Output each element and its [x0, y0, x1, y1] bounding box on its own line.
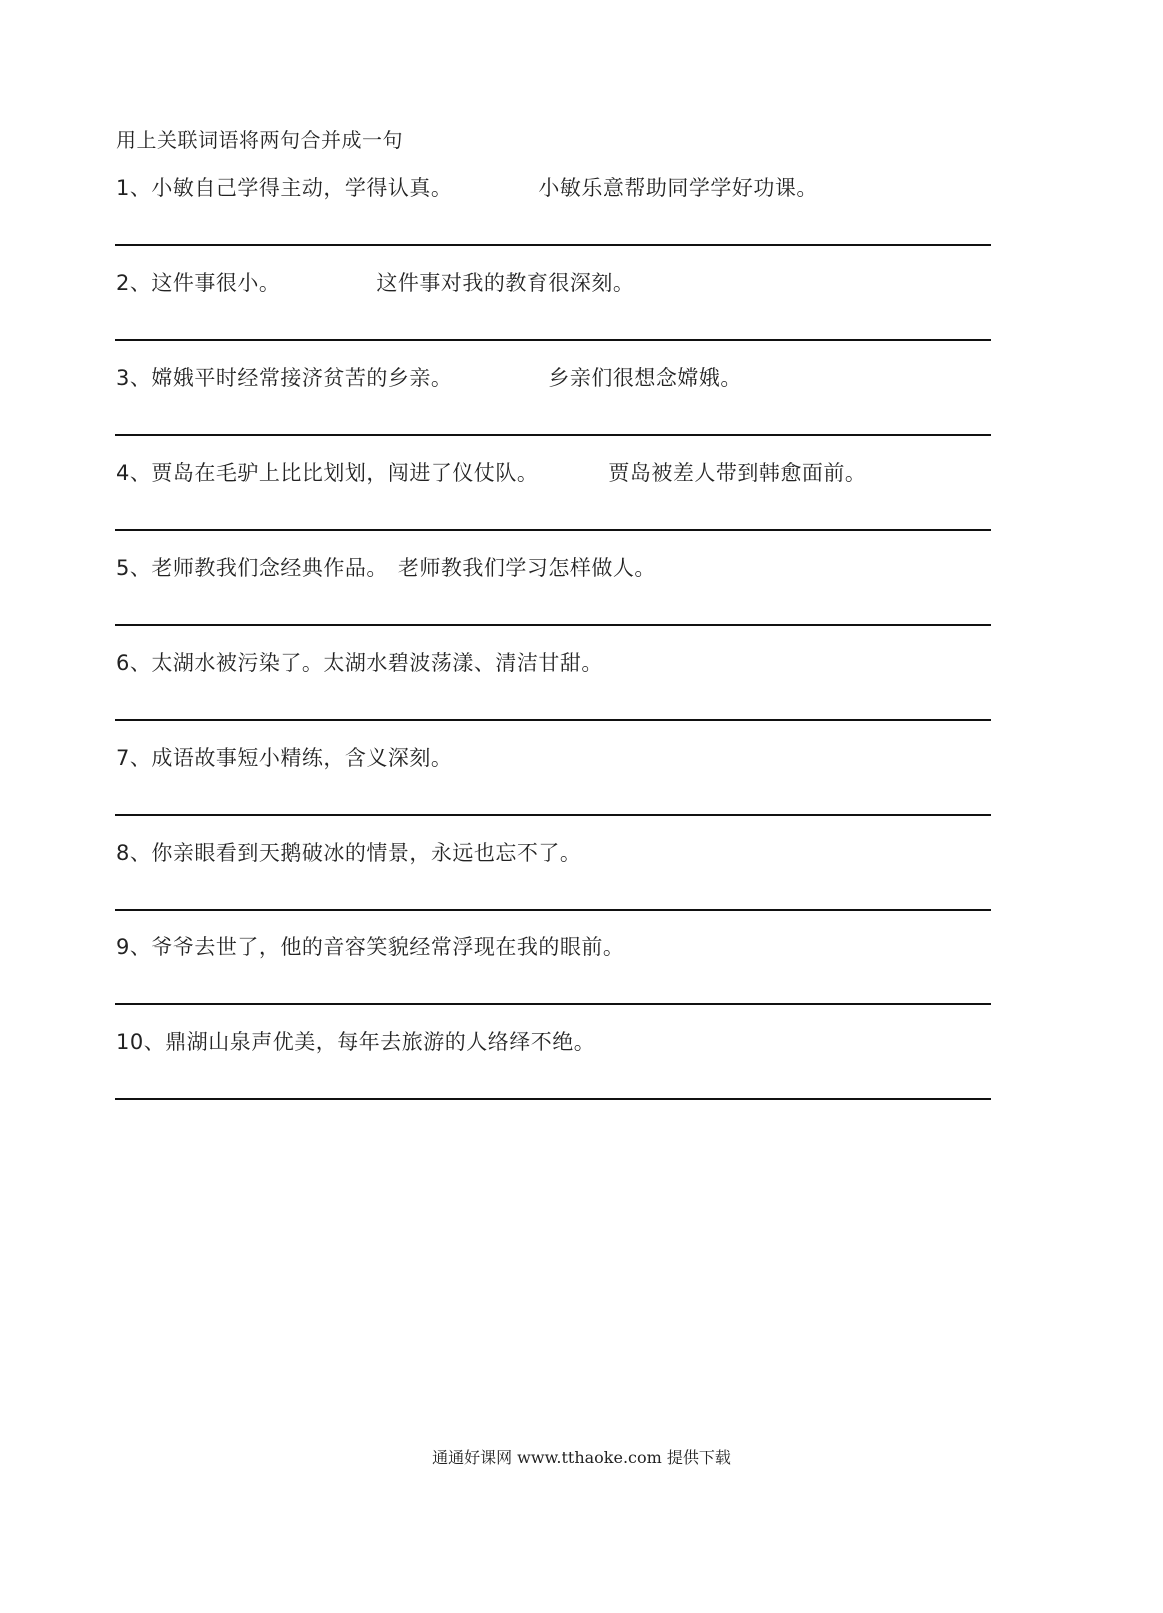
- question-sentence-a: 太湖水被污染了。: [151, 651, 324, 675]
- question-sentence: 鼎湖山泉声优美，每年去旅游的人络绎不绝。: [165, 1030, 596, 1054]
- question-sentence-a: 贾岛在毛驴上比比划划，闯进了仪仗队。: [151, 461, 539, 485]
- answer-line-6[interactable]: [115, 719, 991, 721]
- question-9: [116, 931, 624, 961]
- question-sentence-a: 老师教我们念经典作品。: [151, 556, 388, 580]
- footer-credit: 通通好课网 www.tthaoke.com 提供下载: [432, 1448, 731, 1467]
- question-10: [116, 1026, 595, 1056]
- question-number: 5、: [116, 556, 152, 580]
- page-title: 用上关联词语将两句合并成一句: [116, 128, 403, 152]
- question-sentence-a: 这件事很小。: [151, 271, 281, 295]
- question-sentence-b: 老师教我们学习怎样做人。: [397, 556, 656, 580]
- answer-line-3[interactable]: [115, 434, 991, 436]
- question-2: [116, 267, 634, 297]
- question-sentence-b: 小敏乐意帮助同学学好功课。: [538, 176, 818, 200]
- question-number: 8、: [116, 841, 152, 865]
- question-number: 6、: [116, 651, 152, 675]
- question-1: [116, 172, 818, 202]
- question-6: [116, 647, 603, 677]
- question-number: 4、: [116, 461, 152, 485]
- question-sentence-a: 小敏自己学得主动，学得认真。: [151, 176, 453, 200]
- answer-line-5[interactable]: [115, 624, 991, 626]
- question-sentence: 爷爷去世了，他的音容笑貌经常浮现在我的眼前。: [151, 935, 625, 959]
- question-sentence-b: 贾岛被差人带到韩愈面前。: [608, 461, 867, 485]
- question-number: 7、: [116, 746, 152, 770]
- answer-line-2[interactable]: [115, 339, 991, 341]
- question-5: [116, 552, 656, 582]
- answer-line-4[interactable]: [115, 529, 991, 531]
- question-number: 2、: [116, 271, 152, 295]
- question-sentence: 成语故事短小精练，含义深刻。: [151, 746, 453, 770]
- question-sentence-b: 这件事对我的教育很深刻。: [376, 271, 635, 295]
- question-number: 10、: [116, 1030, 166, 1054]
- question-4: [116, 457, 866, 487]
- answer-line-7[interactable]: [115, 814, 991, 816]
- answer-line-1[interactable]: [115, 244, 991, 246]
- answer-line-8[interactable]: [115, 909, 991, 911]
- question-number: 3、: [116, 366, 152, 390]
- question-7: [116, 742, 452, 772]
- answer-line-9[interactable]: [115, 1003, 991, 1005]
- question-sentence-b: 太湖水碧波荡漾、清洁甘甜。: [323, 651, 603, 675]
- question-number: 9、: [116, 935, 152, 959]
- question-3: [116, 362, 742, 392]
- question-sentence-b: 乡亲们很想念嫦娥。: [548, 366, 742, 390]
- question-8: [116, 837, 581, 867]
- question-number: 1、: [116, 176, 152, 200]
- question-sentence: 你亲眼看到天鹅破冰的情景，永远也忘不了。: [151, 841, 582, 865]
- answer-line-10[interactable]: [115, 1098, 991, 1100]
- question-sentence-a: 嫦娥平时经常接济贫苦的乡亲。: [151, 366, 453, 390]
